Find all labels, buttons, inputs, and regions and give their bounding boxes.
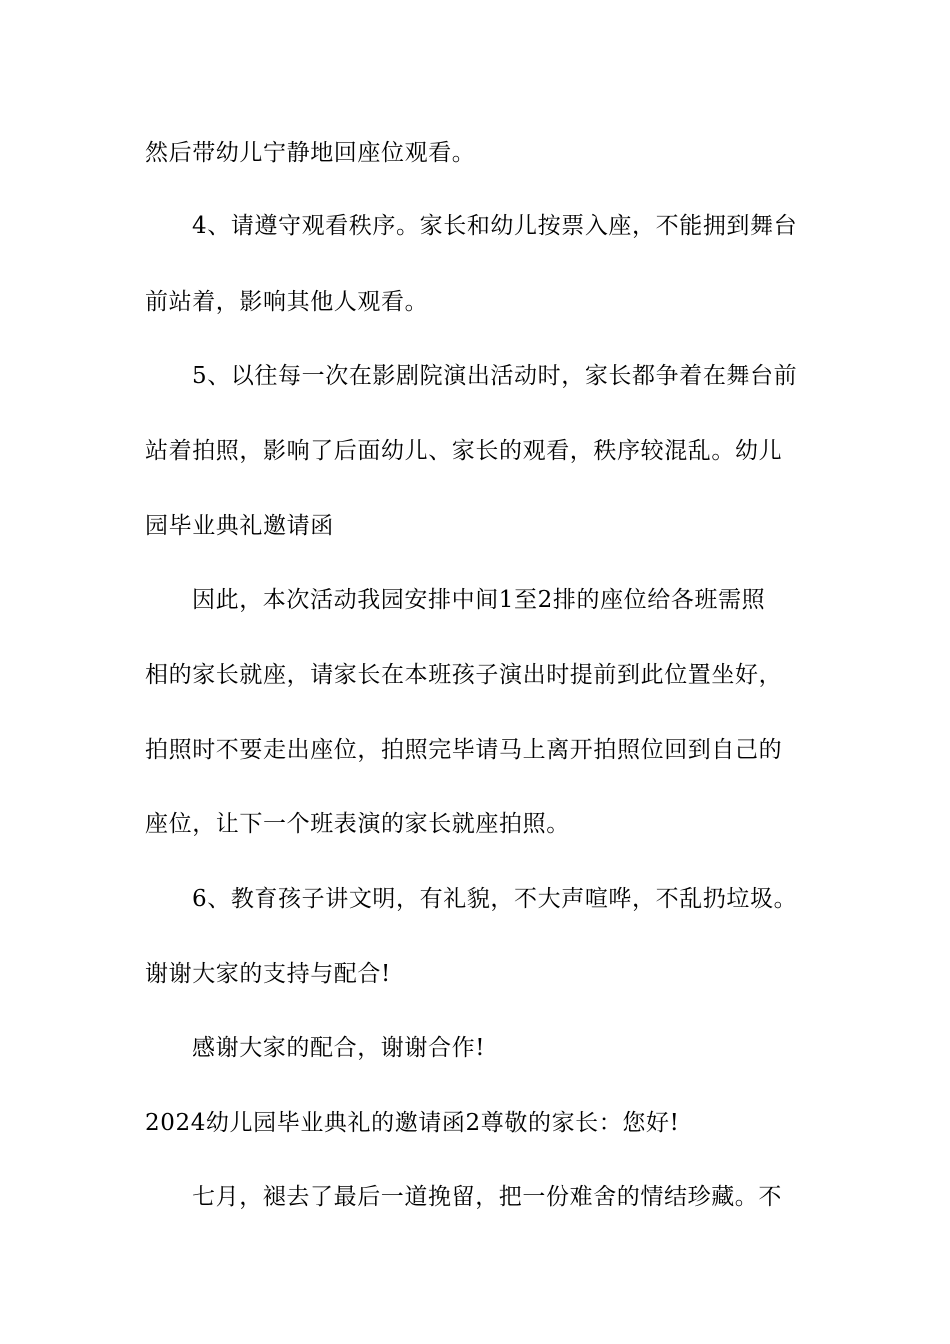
text-line: 前站着，影响其他人观看。 — [145, 289, 429, 315]
text-line: 拍照时不要走出座位，拍照完毕请马上离开拍照位回到自己的 — [145, 737, 783, 763]
text-line: 5、以往每一次在影剧院演出活动时，家长都争着在舞台前 — [192, 363, 798, 389]
text-line: 园毕业典礼邀请函 — [145, 513, 334, 539]
text-line: 4、请遵守观看秩序。家长和幼儿按票入座，不能拥到舞台 — [192, 213, 798, 239]
text-line: 站着拍照，影响了后面幼儿、家长的观看，秩序较混乱。幼儿 — [145, 438, 783, 464]
text-line: 6、教育孩子讲文明，有礼貌，不大声喧哗，不乱扔垃圾。 — [192, 886, 798, 912]
text-line: 座位，让下一个班表演的家长就座拍照。 — [145, 811, 570, 837]
text-line: 然后带幼儿宁静地回座位观看。 — [145, 140, 476, 166]
text-line: 因此，本次活动我园安排中间1至2排的座位给各班需照 — [192, 587, 766, 613]
text-line: 感谢大家的配合，谢谢合作! — [192, 1035, 486, 1061]
text-line: 相的家长就座，请家长在本班孩子演出时提前到此位置坐好， — [145, 662, 783, 688]
text-line: 七月，褪去了最后一道挽留，把一份难舍的情结珍藏。不 — [192, 1184, 782, 1210]
text-line: 谢谢大家的支持与配合! — [145, 961, 391, 987]
text-line: 2024幼儿园毕业典礼的邀请函2尊敬的家长：您好! — [145, 1110, 680, 1136]
